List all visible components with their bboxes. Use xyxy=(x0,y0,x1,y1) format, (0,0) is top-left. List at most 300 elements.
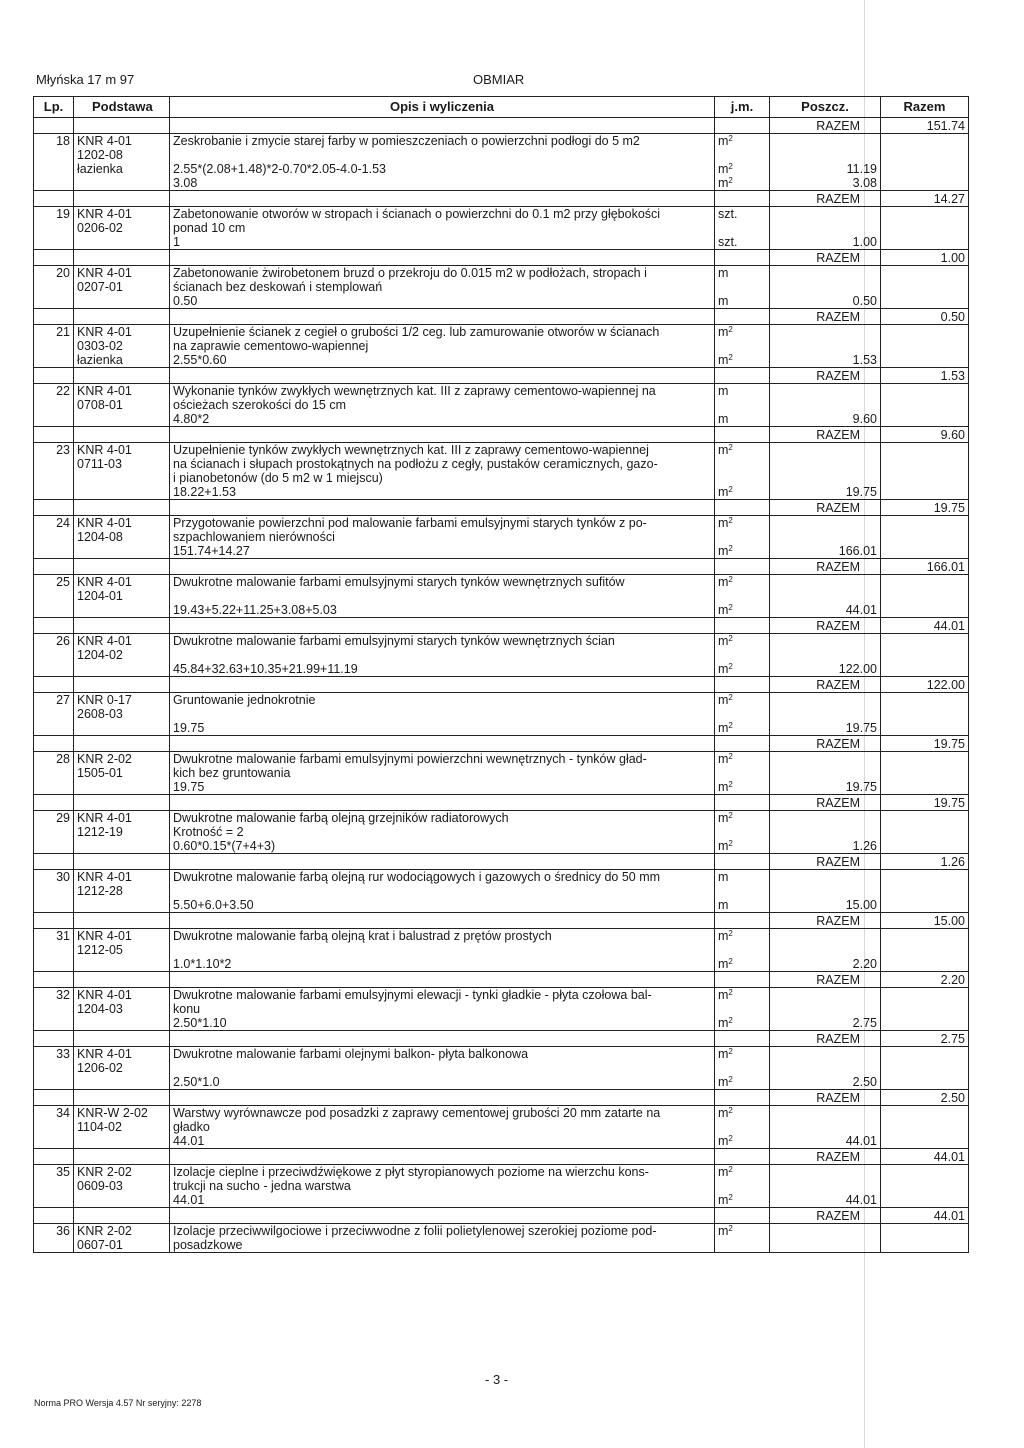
poszcz-line xyxy=(773,1061,877,1075)
jm-line: m xyxy=(718,870,729,884)
razem-row xyxy=(34,191,969,207)
row-jm xyxy=(715,1224,770,1253)
opis-line: Przygotowanie powierzchni pod malowanie farbami emulsyjnymi starych tynków z po- xyxy=(173,516,647,530)
poszcz-line: 166.01 xyxy=(838,544,877,558)
row-opis xyxy=(170,207,715,250)
jm-line: m xyxy=(718,412,729,426)
jm-line: $m^2$ xyxy=(718,780,733,794)
opis-line: na ścianach i słupach prostokątnych na podłożu z cegły, pustaków ceramicznych, gazo- xyxy=(173,457,658,471)
jm-line xyxy=(718,943,766,957)
opis-line: ścianach bez deskowań i stemplowań xyxy=(173,280,383,294)
jm-line: $m^2$ xyxy=(718,1106,733,1120)
row-jm xyxy=(715,1165,770,1208)
poszcz-line xyxy=(773,870,877,884)
row-jm xyxy=(715,870,770,913)
row-poszcz xyxy=(770,988,881,1031)
jm-line: szt. xyxy=(718,207,738,221)
razem-label: RAZEM xyxy=(770,1090,881,1106)
row-opis xyxy=(170,988,715,1031)
opis-line: Dwukrotne malowanie farbami emulsyjnymi starych tynków wewnętrznych sufitów xyxy=(173,575,625,589)
jm-line xyxy=(718,221,766,235)
table-row xyxy=(34,443,969,500)
razem-label: RAZEM xyxy=(770,795,881,811)
razem-row xyxy=(34,972,969,988)
razem-label: RAZEM xyxy=(770,427,881,443)
poszcz-line xyxy=(773,443,877,457)
podstawa-line: KNR 4-01 xyxy=(77,811,132,825)
poszcz-line xyxy=(773,1002,877,1016)
jm-line xyxy=(718,1002,766,1016)
row-lp: 35 xyxy=(34,1165,74,1208)
opis-line: Warstwy wyrównawcze pod posadzki z zaprawy cementowej grubości 20 mm zatarte na xyxy=(173,1106,661,1120)
opis-line: Uzupełnienie ścianek z cegieł o grubości 1/2 ceg. lub zamurowanie otworów w ścianach xyxy=(173,325,660,339)
row-opis xyxy=(170,1047,715,1090)
table-row xyxy=(34,1047,969,1090)
row-podstawa xyxy=(74,1106,170,1149)
podstawa-line: KNR 4-01 xyxy=(77,575,132,589)
podstawa-line: KNR 4-01 xyxy=(77,870,132,884)
podstawa-line: 0607-01 xyxy=(77,1238,123,1252)
jm-line: $m^2$ xyxy=(718,162,733,176)
row-podstawa xyxy=(74,134,170,191)
jm-line: $m^2$ xyxy=(718,325,733,339)
podstawa-line: KNR 4-01 xyxy=(77,988,132,1002)
podstawa-line: KNR 4-01 xyxy=(77,516,132,530)
opis-line: 0.60*0.15*(7+4+3) xyxy=(173,839,276,853)
poszcz-line: 1.00 xyxy=(852,235,877,249)
jm-line xyxy=(718,1179,766,1193)
jm-line: $m^2$ xyxy=(718,811,733,825)
podstawa-line: KNR 4-01 xyxy=(77,134,132,148)
podstawa-line: 0206-02 xyxy=(77,221,123,235)
razem-value: 1.53 xyxy=(881,368,969,384)
row-jm xyxy=(715,266,770,309)
poszcz-line xyxy=(773,575,877,589)
page-number: - 3 - xyxy=(485,1372,509,1387)
poszcz-line xyxy=(773,634,877,648)
poszcz-line xyxy=(773,457,877,471)
row-poszcz xyxy=(770,693,881,736)
opis-line: kich bez gruntowania xyxy=(173,766,291,780)
podstawa-line: 1212-28 xyxy=(77,884,123,898)
jm-line: $m^2$ xyxy=(718,988,733,1002)
row-poszcz xyxy=(770,1047,881,1090)
poszcz-line: 44.01 xyxy=(845,603,877,617)
podstawa-line: 0609-03 xyxy=(77,1179,123,1193)
opis-line: trukcji na sucho - jedna warstwa xyxy=(173,1179,351,1193)
row-lp: 21 xyxy=(34,325,74,368)
jm-line xyxy=(718,398,766,412)
row-opis xyxy=(170,1224,715,1253)
poszcz-line xyxy=(773,1165,877,1179)
opis-line xyxy=(173,589,711,603)
table-row xyxy=(34,752,969,795)
row-opis xyxy=(170,870,715,913)
podstawa-line: KNR 4-01 xyxy=(77,1047,132,1061)
opis-line: 3.08 xyxy=(173,176,198,190)
jm-line: m xyxy=(718,898,729,912)
row-opis xyxy=(170,634,715,677)
row-jm xyxy=(715,988,770,1031)
row-podstawa xyxy=(74,384,170,427)
table-row xyxy=(34,1165,969,1208)
jm-line: $m^2$ xyxy=(718,544,733,558)
razem-label: RAZEM xyxy=(770,559,881,575)
razem-label: RAZEM xyxy=(770,1208,881,1224)
poszcz-line: 11.19 xyxy=(846,162,877,176)
table-row xyxy=(34,870,969,913)
opis-line: 1 xyxy=(173,235,180,249)
row-jm xyxy=(715,752,770,795)
poszcz-line xyxy=(773,943,877,957)
jm-line xyxy=(718,148,766,162)
opis-line: Dwukrotne malowanie farbą olejną grzejników radiatorowych xyxy=(173,811,509,825)
razem-value: 1.00 xyxy=(881,250,969,266)
podstawa-line: 1204-03 xyxy=(77,1002,123,1016)
poszcz-line xyxy=(773,398,877,412)
jm-line: $m^2$ xyxy=(718,1193,733,1207)
podstawa-line: 1206-02 xyxy=(77,1061,123,1075)
row-jm xyxy=(715,693,770,736)
opis-line: Gruntowanie jednokrotnie xyxy=(173,693,316,707)
opis-line xyxy=(173,884,711,898)
razem-label: RAZEM xyxy=(770,972,881,988)
row-lp: 28 xyxy=(34,752,74,795)
razem-row xyxy=(34,1208,969,1224)
poszcz-line xyxy=(773,516,877,530)
jm-line: $m^2$ xyxy=(718,516,733,530)
opis-line: Dwukrotne malowanie farbami emulsyjnymi powierzchni wewnętrznych - tynków gład- xyxy=(173,752,647,766)
poszcz-line: 2.20 xyxy=(852,957,877,971)
podstawa-line: KNR 4-01 xyxy=(77,443,132,457)
opis-line: 19.43+5.22+11.25+3.08+5.03 xyxy=(173,603,337,617)
opis-line: Wykonanie tynków zwykłych wewnętrznych kat. III z zaprawy cementowo-wapiennej na xyxy=(173,384,656,398)
podstawa-line: 1204-08 xyxy=(77,530,123,544)
razem-value: 122.00 xyxy=(881,677,969,693)
razem-label: RAZEM xyxy=(770,736,881,752)
razem-label: RAZEM xyxy=(770,368,881,384)
poszcz-line xyxy=(773,929,877,943)
poszcz-line xyxy=(773,1238,877,1252)
razem-value: 15.00 xyxy=(881,913,969,929)
row-poszcz xyxy=(770,384,881,427)
poszcz-line xyxy=(773,134,877,148)
carry-over-total-row xyxy=(34,118,969,134)
row-jm xyxy=(715,575,770,618)
table-row xyxy=(34,575,969,618)
razem-label: RAZEM xyxy=(770,191,881,207)
row-opis xyxy=(170,384,715,427)
row-podstawa xyxy=(74,266,170,309)
podstawa-line: 1104-02 xyxy=(77,1120,122,1134)
razem-value: 44.01 xyxy=(881,1149,969,1165)
row-opis xyxy=(170,575,715,618)
podstawa-line: KNR 0-17 xyxy=(77,693,132,707)
opis-line: Dwukrotne malowanie farbami emulsyjnymi elewacji - tynki gładkie - płyta czołowa bal- xyxy=(173,988,652,1002)
poszcz-line xyxy=(773,1224,877,1238)
poszcz-line xyxy=(773,1179,877,1193)
table-header-row xyxy=(34,97,969,118)
podstawa-line: 1204-02 xyxy=(77,648,123,662)
jm-line xyxy=(718,339,766,353)
podstawa-line: KNR 2-02 xyxy=(77,1165,132,1179)
opis-line: 44.01 xyxy=(173,1193,205,1207)
opis-line: posadzkowe xyxy=(173,1238,243,1252)
podstawa-line: łazienka xyxy=(77,353,123,367)
opis-line: Dwukrotne malowanie farbą olejną krat i balustrad z prętów prostych xyxy=(173,929,552,943)
razem-label: RAZEM xyxy=(770,1031,881,1047)
jm-line: $m^2$ xyxy=(718,1047,733,1061)
jm-line: $m^2$ xyxy=(718,839,733,853)
razem-label: RAZEM xyxy=(770,500,881,516)
razem-row xyxy=(34,250,969,266)
podstawa-line: 1212-19 xyxy=(77,825,123,839)
razem-value: 166.01 xyxy=(881,559,969,575)
poszcz-line xyxy=(773,1120,877,1134)
row-opis xyxy=(170,693,715,736)
podstawa-line: 0708-01 xyxy=(77,398,123,412)
jm-line xyxy=(718,280,766,294)
razem-row xyxy=(34,559,969,575)
poszcz-line xyxy=(773,280,877,294)
poszcz-line xyxy=(773,1106,877,1120)
row-jm xyxy=(715,384,770,427)
row-opis xyxy=(170,1106,715,1149)
poszcz-line xyxy=(773,471,877,485)
poszcz-line xyxy=(773,148,877,162)
jm-line: $m^2$ xyxy=(718,134,733,148)
jm-line xyxy=(718,825,766,839)
poszcz-line xyxy=(773,825,877,839)
jm-line: $m^2$ xyxy=(718,1075,733,1089)
poszcz-line xyxy=(773,811,877,825)
col-lp: Lp. xyxy=(34,97,74,118)
poszcz-line xyxy=(773,325,877,339)
header-address: Młyńska 17 m 97 xyxy=(36,72,135,87)
opis-line: 44.01 xyxy=(173,1134,205,1148)
poszcz-line: 2.50 xyxy=(852,1075,877,1089)
podstawa-line: 2608-03 xyxy=(77,707,123,721)
row-lp: 27 xyxy=(34,693,74,736)
jm-line: m xyxy=(718,266,729,280)
row-lp: 32 xyxy=(34,988,74,1031)
jm-line xyxy=(718,1120,766,1134)
row-podstawa xyxy=(74,929,170,972)
row-poszcz xyxy=(770,325,881,368)
row-jm xyxy=(715,325,770,368)
razem-value: 9.60 xyxy=(881,427,969,443)
row-lp: 31 xyxy=(34,929,74,972)
opis-line: na zaprawie cementowo-wapiennej xyxy=(173,339,369,353)
poszcz-line: 44.01 xyxy=(845,1134,877,1148)
row-jm xyxy=(715,1047,770,1090)
table-row xyxy=(34,693,969,736)
row-poszcz xyxy=(770,634,881,677)
podstawa-line: 1505-01 xyxy=(77,766,123,780)
jm-line: $m^2$ xyxy=(718,721,733,735)
table-row xyxy=(34,1106,969,1149)
row-podstawa xyxy=(74,207,170,250)
software-footer: Norma PRO Wersja 4.57 Nr seryjny: 2278 xyxy=(34,1398,202,1408)
opis-line: konu xyxy=(173,1002,201,1016)
poszcz-line: 1.26 xyxy=(852,839,877,853)
razem-value: 44.01 xyxy=(881,1208,969,1224)
row-poszcz xyxy=(770,1224,881,1253)
poszcz-line: 9.60 xyxy=(852,412,877,426)
jm-line xyxy=(718,1238,766,1252)
razem-value: 1.26 xyxy=(881,854,969,870)
poszcz-line xyxy=(773,339,877,353)
col-opis: Opis i wyliczenia xyxy=(170,97,715,118)
jm-line: $m^2$ xyxy=(718,929,733,943)
opis-line: Dwukrotne malowanie farbą olejną rur wodociągowych i gazowych o średnicy do 50 mm xyxy=(173,870,661,884)
col-podstawa: Podstawa xyxy=(74,97,170,118)
row-poszcz xyxy=(770,811,881,854)
row-lp: 36 xyxy=(34,1224,74,1253)
jm-line: $m^2$ xyxy=(718,1016,733,1030)
opis-line: 5.50+6.0+3.50 xyxy=(173,898,254,912)
table-row xyxy=(34,929,969,972)
razem-value: 19.75 xyxy=(881,736,969,752)
table-row xyxy=(34,325,969,368)
poszcz-line: 19.75 xyxy=(845,721,877,735)
razem-value: 2.20 xyxy=(881,972,969,988)
row-podstawa xyxy=(74,693,170,736)
jm-line: $m^2$ xyxy=(718,485,733,499)
poszcz-line: 19.75 xyxy=(845,485,877,499)
table-row xyxy=(34,634,969,677)
jm-line xyxy=(718,707,766,721)
jm-line: $m^2$ xyxy=(718,176,733,190)
row-lp: 30 xyxy=(34,870,74,913)
razem-row xyxy=(34,618,969,634)
row-lp: 22 xyxy=(34,384,74,427)
row-jm xyxy=(715,516,770,559)
podstawa-line: KNR 4-01 xyxy=(77,325,132,339)
row-podstawa xyxy=(74,634,170,677)
jm-line xyxy=(718,457,766,471)
opis-line: 2.55*0.60 xyxy=(173,353,227,367)
row-poszcz xyxy=(770,929,881,972)
poszcz-line: 3.08 xyxy=(852,176,877,190)
podstawa-line: KNR 4-01 xyxy=(77,634,132,648)
poszcz-line: 19.75 xyxy=(845,780,877,794)
razem-row xyxy=(34,795,969,811)
col-poszcz: Poszcz. xyxy=(770,97,881,118)
jm-line: $m^2$ xyxy=(718,752,733,766)
podstawa-line: KNR 4-01 xyxy=(77,929,132,943)
razem-label: RAZEM xyxy=(770,913,881,929)
podstawa-line: KNR 2-02 xyxy=(77,1224,132,1238)
row-poszcz xyxy=(770,1106,881,1149)
razem-label: RAZEM xyxy=(770,677,881,693)
opis-line xyxy=(173,1061,711,1075)
podstawa-line: łazienka xyxy=(77,162,123,176)
opis-line xyxy=(173,943,711,957)
poszcz-line xyxy=(773,988,877,1002)
row-poszcz xyxy=(770,443,881,500)
razem-row xyxy=(34,500,969,516)
row-lp: 26 xyxy=(34,634,74,677)
row-podstawa xyxy=(74,811,170,854)
poszcz-line xyxy=(773,207,877,221)
jm-line: $m^2$ xyxy=(718,443,733,457)
opis-line: 2.50*1.10 xyxy=(173,1016,227,1030)
jm-line xyxy=(718,1061,766,1075)
poszcz-line: 2.75 xyxy=(852,1016,877,1030)
opis-line: 45.84+32.63+10.35+21.99+11.19 xyxy=(173,662,358,676)
row-lp: 33 xyxy=(34,1047,74,1090)
opis-line: Dwukrotne malowanie farbami emulsyjnymi starych tynków wewnętrznych ścian xyxy=(173,634,615,648)
opis-line xyxy=(173,648,711,662)
poszcz-line: 122.00 xyxy=(838,662,877,676)
razem-value: 44.01 xyxy=(881,618,969,634)
row-podstawa xyxy=(74,1224,170,1253)
podstawa-line: KNR 4-01 xyxy=(77,207,132,221)
opis-line: Krotność = 2 xyxy=(173,825,244,839)
jm-line: $m^2$ xyxy=(718,634,733,648)
col-razem: Razem xyxy=(881,97,969,118)
opis-line: gładko xyxy=(173,1120,210,1134)
opis-line: ponad 10 cm xyxy=(173,221,246,235)
razem-label: RAZEM xyxy=(770,250,881,266)
page-header xyxy=(36,72,966,90)
row-jm xyxy=(715,134,770,191)
row-jm xyxy=(715,634,770,677)
row-lp: 25 xyxy=(34,575,74,618)
poszcz-line xyxy=(773,589,877,603)
table-row xyxy=(34,384,969,427)
opis-line: 4.80*2 xyxy=(173,412,210,426)
row-lp: 34 xyxy=(34,1106,74,1149)
row-podstawa xyxy=(74,325,170,368)
jm-line: $m^2$ xyxy=(718,1134,733,1148)
podstawa-line: KNR 4-01 xyxy=(77,266,132,280)
opis-line: Uzupełnienie tynków zwykłych wewnętrznych kat. III z zaprawy cementowo-wapiennej xyxy=(173,443,649,457)
poszcz-line xyxy=(773,693,877,707)
razem-label: RAZEM xyxy=(770,618,881,634)
poszcz-line xyxy=(773,221,877,235)
jm-line: $m^2$ xyxy=(718,1165,733,1179)
poszcz-line xyxy=(773,752,877,766)
row-poszcz xyxy=(770,870,881,913)
obmiar-table xyxy=(33,96,969,1253)
row-podstawa xyxy=(74,1047,170,1090)
jm-line: $m^2$ xyxy=(718,1224,733,1238)
podstawa-line: 0207-01 xyxy=(77,280,123,294)
poszcz-line xyxy=(773,1047,877,1061)
razem-row xyxy=(34,854,969,870)
header-title: OBMIAR xyxy=(473,72,525,87)
podstawa-line: KNR 2-02 xyxy=(77,752,132,766)
row-poszcz xyxy=(770,752,881,795)
row-poszcz xyxy=(770,516,881,559)
row-opis xyxy=(170,134,715,191)
poszcz-line xyxy=(773,648,877,662)
row-poszcz xyxy=(770,1165,881,1208)
razem-row xyxy=(34,913,969,929)
row-podstawa xyxy=(74,516,170,559)
jm-line xyxy=(718,589,766,603)
jm-line: m xyxy=(718,294,729,308)
opis-line: 19.75 xyxy=(173,780,205,794)
row-lp: 23 xyxy=(34,443,74,500)
razem-value: 2.50 xyxy=(881,1090,969,1106)
poszcz-line xyxy=(773,384,877,398)
jm-line: $m^2$ xyxy=(718,662,733,676)
jm-line: m xyxy=(718,384,729,398)
row-jm xyxy=(715,811,770,854)
